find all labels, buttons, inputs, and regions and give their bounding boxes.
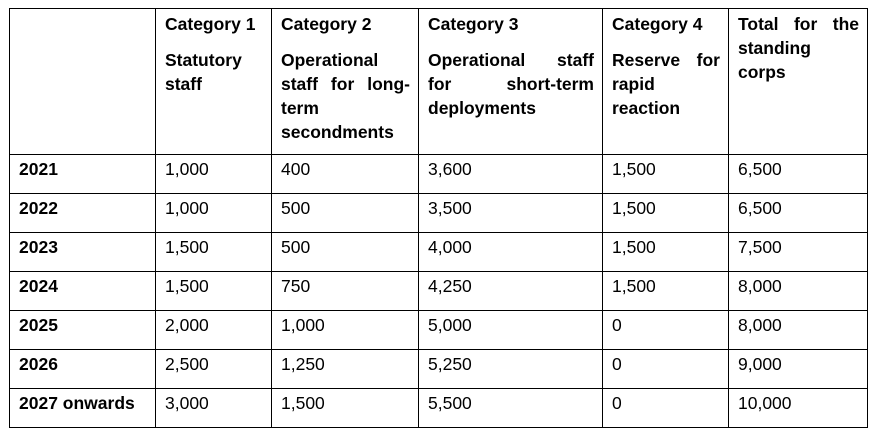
total-cell: 8,000 [729, 272, 868, 311]
cat1-cell: 2,000 [156, 311, 272, 350]
total-cell: 7,500 [729, 233, 868, 272]
cat1-cell: 1,000 [156, 155, 272, 194]
cat4-cell: 1,500 [603, 233, 729, 272]
standing-corps-table-container [9, 8, 868, 428]
cat3-cell: 4,250 [419, 272, 603, 311]
header-category-3-subtitle: Operational staff for short-term deployments [428, 50, 594, 118]
cat1-cell: 2,500 [156, 350, 272, 389]
cat1-cell: 1,000 [156, 194, 272, 233]
cat4-cell: 1,500 [603, 194, 729, 233]
row-year-cell: 2024 [10, 272, 156, 311]
header-category-4-subtitle: Reserve for rapid reaction [612, 50, 720, 118]
table-row [10, 389, 868, 428]
row-year-cell: 2023 [10, 233, 156, 272]
cat1-cell: 1,500 [156, 233, 272, 272]
total-cell: 6,500 [729, 194, 868, 233]
cat4-cell: 0 [603, 350, 729, 389]
cat1-cell: 3,000 [156, 389, 272, 428]
cat3-cell: 5,000 [419, 311, 603, 350]
row-year-cell: 2027 onwards [10, 389, 156, 428]
total-cell: 10,000 [729, 389, 868, 428]
cat4-cell: 0 [603, 311, 729, 350]
table-row [10, 311, 868, 350]
header-category-3-title: Category 3 [428, 14, 519, 34]
header-row [10, 9, 868, 155]
cat3-cell: 3,600 [419, 155, 603, 194]
header-cell-total [729, 9, 868, 155]
header-cell-category-1 [156, 9, 272, 155]
cat2-cell: 1,500 [272, 389, 419, 428]
row-year-cell: 2022 [10, 194, 156, 233]
cat3-cell: 5,250 [419, 350, 603, 389]
table-row [10, 194, 868, 233]
table-row [10, 155, 868, 194]
header-cell-category-3 [419, 9, 603, 155]
table-row [10, 233, 868, 272]
total-cell: 6,500 [729, 155, 868, 194]
cat4-cell: 1,500 [603, 272, 729, 311]
header-category-2-title: Category 2 [281, 14, 372, 34]
cat1-cell: 1,500 [156, 272, 272, 311]
header-category-2-subtitle: Operational staff for long-term secondments [281, 50, 410, 142]
header-category-1-title: Category 1 [165, 14, 256, 34]
header-cell-category-4 [603, 9, 729, 155]
header-cell-year [10, 9, 156, 155]
header-category-1-subtitle: Statutory staff [165, 50, 242, 94]
table-row [10, 272, 868, 311]
cat3-cell: 4,000 [419, 233, 603, 272]
cat2-cell: 750 [272, 272, 419, 311]
row-year-cell: 2021 [10, 155, 156, 194]
cat2-cell: 1,250 [272, 350, 419, 389]
header-cell-category-2 [272, 9, 419, 155]
cat4-cell: 1,500 [603, 155, 729, 194]
header-category-4-title: Category 4 [612, 14, 703, 34]
cat2-cell: 500 [272, 233, 419, 272]
table-row [10, 350, 868, 389]
cat2-cell: 500 [272, 194, 419, 233]
row-year-cell: 2026 [10, 350, 156, 389]
standing-corps-table [9, 8, 868, 428]
cat3-cell: 5,500 [419, 389, 603, 428]
total-cell: 8,000 [729, 311, 868, 350]
cat3-cell: 3,500 [419, 194, 603, 233]
header-total-title: Total for the standing corps [738, 14, 859, 82]
row-year-cell: 2025 [10, 311, 156, 350]
cat4-cell: 0 [603, 389, 729, 428]
cat2-cell: 1,000 [272, 311, 419, 350]
cat2-cell: 400 [272, 155, 419, 194]
total-cell: 9,000 [729, 350, 868, 389]
